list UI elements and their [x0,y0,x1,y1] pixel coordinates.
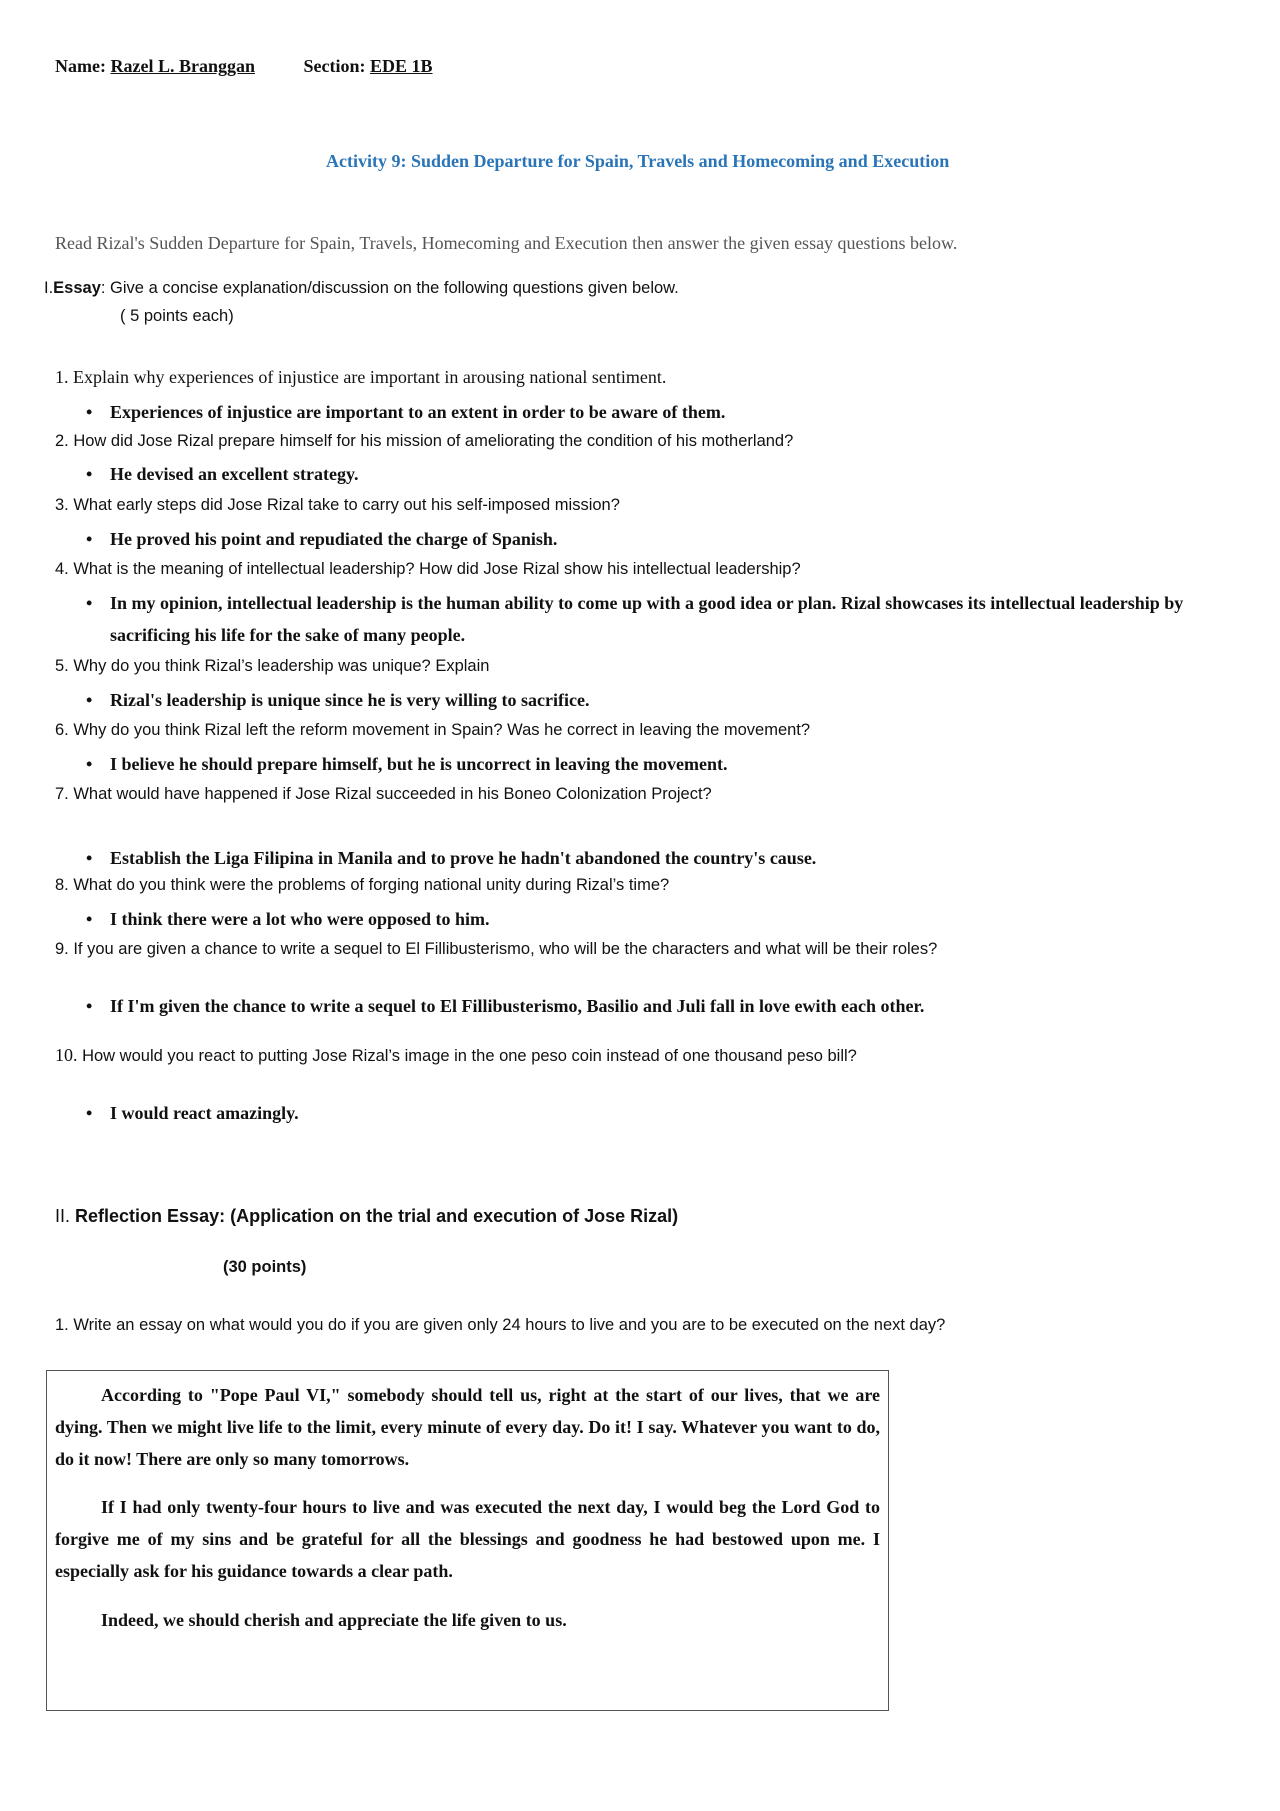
bullet-icon: • [86,464,93,484]
answer-7 [86,842,1210,874]
bullet-icon: • [86,754,93,774]
answer-2-text: He devised an excellent strategy. [110,464,359,484]
answer-6-text: I believe he should prepare himself, but he is uncorrect in leaving the movement. [110,754,728,774]
answer-6 [86,748,1210,780]
section-value: EDE 1B [370,56,433,76]
question-7: 7. What would have happened if Jose Rizal succeeded in his Boneo Colonization Project? [55,785,712,803]
bullet-icon: • [86,529,93,549]
bullet-icon: • [86,996,93,1016]
question-10 [55,1045,857,1066]
question-4: 4. What is the meaning of intellectual leadership? How did Jose Rizal show his intellectual leadership? [55,560,801,578]
answer-3-text: He proved his point and repudiated the charge of Spanish. [110,529,558,549]
part1-heading [44,279,679,298]
bullet-icon: • [86,690,93,710]
answer-8 [86,903,1210,935]
bullet-icon: • [86,1103,93,1123]
activity-title: Activity 9: Sudden Departure for Spain, Travels and Homecoming and Execution [326,151,950,171]
part1-text: : Give a concise explanation/discussion on the following questions given below. [100,279,679,297]
essay-answer-box [46,1370,889,1711]
name-label: Name: [55,56,106,76]
bullet-icon: • [86,402,93,422]
bullet-icon: • [86,593,93,613]
part2-heading [55,1206,678,1227]
essay-paragraph-1: According to "Pope Paul VI," somebody should tell us, right at the start of our lives, that we are dying. Then we might live life to the limit, every minute of every day. Do it! I say. Whatever you want to do, do it now! There are only so many tomorrows. [55,1385,880,1469]
answer-1-text: Experiences of injustice are important to an extent in order to be aware of them. [110,402,726,422]
answer-2 [86,458,1210,490]
answer-5 [86,684,1210,716]
answer-10-text: I would react amazingly. [110,1103,299,1123]
bullet-icon: • [86,909,93,929]
part1-bold: Essay [53,279,101,297]
answer-9 [86,990,1210,1022]
question-2: 2. How did Jose Rizal prepare himself for his mission of ameliorating the condition of his motherland? [55,432,794,450]
answer-3 [86,523,1210,555]
question-3: 3. What early steps did Jose Rizal take to carry out his self-imposed mission? [55,496,620,514]
answer-1 [86,396,1210,428]
essay-paragraph-3: Indeed, we should cherish and appreciate the life given to us. [101,1610,567,1630]
question-8: 8. What do you think were the problems of forging national unity during Rizal’s time? [55,876,670,894]
section-label: Section: [303,56,366,76]
question-10-number: 10. [55,1045,78,1065]
question-9: 9. If you are given a chance to write a sequel to El Fillibusterismo, who will be the characters and what will be their roles? [55,940,938,958]
question-1: 1. Explain why experiences of injustice are important in arousing national sentiment. [55,367,667,387]
answer-10 [86,1097,1210,1129]
question-10-text: How would you react to putting Jose Rizal’s image in the one peso coin instead of one thousand peso bill? [77,1047,857,1065]
bullet-icon: • [86,848,93,868]
essay-question: 1. Write an essay on what would you do if you are given only 24 hours to live and you are to be executed on the next day? [55,1316,946,1334]
question-6: 6. Why do you think Rizal left the reform movement in Spain? Was he correct in leaving the movement? [55,721,811,739]
intro-text: Read Rizal's Sudden Departure for Spain, Travels, Homecoming and Execution then answer the given essay questions below. [55,233,958,253]
answer-8-text: I think there were a lot who were opposed to him. [110,909,490,929]
answer-5-text: Rizal's leadership is unique since he is very willing to sacrifice. [110,690,590,710]
student-header [55,56,433,77]
part2-points: (30 points) [223,1258,307,1276]
answer-9-text: If I'm given the chance to write a sequel to El Fillibusterismo, Basilio and Juli fall in love ewith each other. [110,996,925,1016]
answer-4-text: In my opinion, intellectual leadership is the human ability to come up with a good idea or plan. Rizal showcases its intellectual leadership by sacrificing his life for the sake of many people. [110,593,1184,645]
part2-title: Reflection Essay: (Application on the trial and execution of Jose Rizal) [75,1206,679,1226]
name-value: Razel L. Branggan [110,56,255,76]
part1-points: ( 5 points each) [120,307,234,325]
answer-7-text: Establish the Liga Filipina in Manila and to prove he hadn't abandoned the country's cause. [110,848,817,868]
part1-prefix: I. [44,279,54,297]
essay-paragraph-2: If I had only twenty-four hours to live and was executed the next day, I would beg the Lord God to forgive me of my sins and be grateful for all the blessings and goodness he had bestowed upon me. I especially ask for his guidance towards a clear path. [55,1497,880,1581]
part2-prefix: II. [55,1206,71,1226]
question-5: 5. Why do you think Rizal’s leadership was unique? Explain [55,657,490,675]
answer-4 [86,587,1210,651]
